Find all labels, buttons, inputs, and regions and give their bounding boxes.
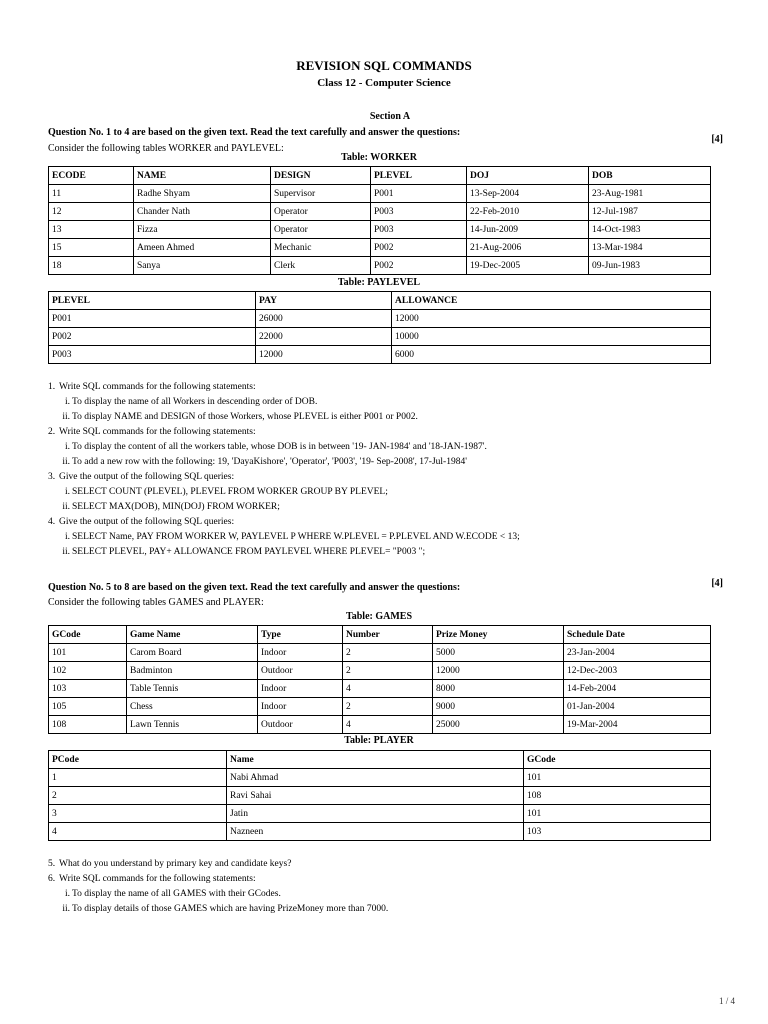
table-cell: Clerk bbox=[271, 257, 371, 275]
question-text: Write SQL commands for the following statements: bbox=[59, 427, 256, 437]
table-row bbox=[49, 823, 711, 841]
sub-question-number: i. bbox=[64, 397, 70, 407]
question-list-2 bbox=[48, 859, 529, 919]
caption-name: : WORKER bbox=[364, 152, 417, 163]
question-number: 5. bbox=[48, 859, 56, 869]
table-row bbox=[49, 680, 711, 698]
sub-question-item bbox=[62, 412, 529, 423]
sub-question-text: To display details of those GAMES which are having PrizeMoney more than 7000. bbox=[72, 904, 389, 914]
table-cell: 2 bbox=[343, 698, 433, 716]
caption-prefix: Table bbox=[341, 152, 365, 163]
sub-question-item bbox=[62, 547, 529, 558]
table-cell: Nabi Ahmad bbox=[227, 769, 524, 787]
question-item bbox=[48, 427, 529, 468]
column-header: GCode bbox=[49, 626, 127, 644]
question-item bbox=[48, 517, 529, 558]
caption-name: : PLAYER bbox=[367, 735, 414, 746]
table-cell: 101 bbox=[524, 805, 711, 823]
sub-question-item bbox=[62, 502, 529, 513]
table-cell: Indoor bbox=[258, 644, 343, 662]
table-header-row bbox=[49, 626, 711, 644]
sub-question-item bbox=[64, 889, 529, 900]
column-header: Schedule Date bbox=[564, 626, 711, 644]
table-cell: 103 bbox=[49, 680, 127, 698]
table-cell: 12000 bbox=[256, 346, 392, 364]
sub-question-text: To display NAME and DESIGN of those Workers, whose PLEVEL is either P001 or P002. bbox=[72, 412, 418, 422]
table-cell: 5000 bbox=[433, 644, 564, 662]
column-header: Name bbox=[227, 751, 524, 769]
sub-question-item bbox=[62, 457, 529, 468]
sub-question-number: ii. bbox=[62, 547, 70, 557]
marks-label-1: [4] bbox=[711, 134, 723, 145]
table-cell: Badminton bbox=[127, 662, 258, 680]
table-cell: Ameen Ahmed bbox=[134, 239, 271, 257]
table-cell: 19-Mar-2004 bbox=[564, 716, 711, 734]
table-cell: Radhe Shyam bbox=[134, 185, 271, 203]
question-number: 1. bbox=[48, 382, 56, 392]
table-cell: 4 bbox=[343, 716, 433, 734]
sub-question-text: SELECT PLEVEL, PAY+ ALLOWANCE FROM PAYLEVEL WHERE PLEVEL= "P003 "; bbox=[72, 547, 426, 557]
table-cell: 12000 bbox=[392, 310, 711, 328]
worker-table-caption bbox=[48, 152, 710, 163]
table-cell: Chander Nath bbox=[134, 203, 271, 221]
question-text: Give the output of the following SQL queries: bbox=[59, 472, 235, 482]
table-header-row bbox=[49, 751, 711, 769]
page-number: 1 / 4 bbox=[718, 996, 735, 1006]
table-cell: Chess bbox=[127, 698, 258, 716]
question-instruction-1: Question No. 1 to 4 are based on the given text. Read the text carefully and answer the questions: bbox=[48, 127, 461, 138]
table-row bbox=[49, 221, 711, 239]
sub-question-text: To add a new row with the following: 19, 'DayaKishore', 'Operator', 'P003', '19- Sep-2008', 17-Jul-1984' bbox=[72, 457, 467, 467]
table-cell: 14-Feb-2004 bbox=[564, 680, 711, 698]
caption-prefix: Table bbox=[337, 277, 362, 288]
table-cell: Nazneen bbox=[227, 823, 524, 841]
column-header: PLEVEL bbox=[371, 167, 467, 185]
table-cell: 101 bbox=[49, 644, 127, 662]
table-row bbox=[49, 698, 711, 716]
table-cell: P003 bbox=[49, 346, 256, 364]
column-header: GCode bbox=[524, 751, 711, 769]
table-cell: 4 bbox=[49, 823, 227, 841]
table-cell: Operator bbox=[271, 203, 371, 221]
column-header: DESIGN bbox=[271, 167, 371, 185]
column-header: DOJ bbox=[467, 167, 589, 185]
table-cell: 2 bbox=[343, 644, 433, 662]
sub-question-text: To display the name of all GAMES with their GCodes. bbox=[72, 889, 281, 899]
table-cell: 23-Jan-2004 bbox=[564, 644, 711, 662]
table-cell: P002 bbox=[371, 257, 467, 275]
table-row bbox=[49, 346, 711, 364]
paylevel-table bbox=[48, 291, 711, 364]
table-cell: 12-Dec-2003 bbox=[564, 662, 711, 680]
table-row bbox=[49, 310, 711, 328]
sub-question-item bbox=[64, 397, 529, 408]
table-row bbox=[49, 716, 711, 734]
table-header-row bbox=[49, 292, 711, 310]
games-table-caption bbox=[48, 611, 710, 622]
question-list-1 bbox=[48, 382, 529, 562]
table-cell: Outdoor bbox=[258, 662, 343, 680]
player-table bbox=[48, 750, 711, 841]
column-header: ALLOWANCE bbox=[392, 292, 711, 310]
question-instruction-2: Question No. 5 to 8 are based on the given text. Read the text carefully and answer the questions: bbox=[48, 582, 461, 593]
table-cell: 2 bbox=[49, 787, 227, 805]
question-text: Give the output of the following SQL queries: bbox=[59, 517, 235, 527]
table-cell: Outdoor bbox=[258, 716, 343, 734]
table-cell: Fizza bbox=[134, 221, 271, 239]
table-cell: Supervisor bbox=[271, 185, 371, 203]
table-cell: 23-Aug-1981 bbox=[589, 185, 711, 203]
player-table-caption bbox=[48, 735, 710, 746]
table-cell: Indoor bbox=[258, 680, 343, 698]
table-cell: 108 bbox=[524, 787, 711, 805]
table-row bbox=[49, 787, 711, 805]
table-cell: Mechanic bbox=[271, 239, 371, 257]
marks-label-2: [4] bbox=[711, 578, 723, 589]
question-item bbox=[48, 859, 529, 870]
table-cell: 10000 bbox=[392, 328, 711, 346]
table-cell: 09-Jun-1983 bbox=[589, 257, 711, 275]
table-cell: 4 bbox=[343, 680, 433, 698]
table-cell: 103 bbox=[524, 823, 711, 841]
sub-question-list bbox=[59, 889, 529, 915]
games-table bbox=[48, 625, 711, 734]
table-header-row bbox=[49, 167, 711, 185]
column-header: Number bbox=[343, 626, 433, 644]
table-cell: Ravi Sahai bbox=[227, 787, 524, 805]
sub-question-number: i. bbox=[64, 532, 70, 542]
table-cell: 8000 bbox=[433, 680, 564, 698]
table-row bbox=[49, 662, 711, 680]
table-cell: 22-Feb-2010 bbox=[467, 203, 589, 221]
column-header: NAME bbox=[134, 167, 271, 185]
table-cell: Indoor bbox=[258, 698, 343, 716]
table-cell: 25000 bbox=[433, 716, 564, 734]
question-item bbox=[48, 382, 529, 423]
table-cell: 6000 bbox=[392, 346, 711, 364]
column-header: PLEVEL bbox=[49, 292, 256, 310]
table-cell: 13-Mar-1984 bbox=[589, 239, 711, 257]
sub-question-list bbox=[59, 487, 529, 513]
column-header: DOB bbox=[589, 167, 711, 185]
sub-question-number: ii. bbox=[62, 502, 70, 512]
table-row bbox=[49, 644, 711, 662]
column-header: Type bbox=[258, 626, 343, 644]
question-text: Write SQL commands for the following statements: bbox=[59, 874, 256, 884]
table-cell: Operator bbox=[271, 221, 371, 239]
table-row bbox=[49, 769, 711, 787]
table-cell: 19-Dec-2005 bbox=[467, 257, 589, 275]
column-header: PAY bbox=[256, 292, 392, 310]
table-cell: 13-Sep-2004 bbox=[467, 185, 589, 203]
table-cell: P002 bbox=[371, 239, 467, 257]
question-number: 2. bbox=[48, 427, 56, 437]
page-subtitle: Class 12 - Computer Science bbox=[317, 77, 451, 89]
caption-name: : PAYLEVEL bbox=[361, 277, 421, 288]
table-cell: Sanya bbox=[134, 257, 271, 275]
sub-question-number: ii. bbox=[62, 904, 70, 914]
caption-name: : GAMES bbox=[369, 611, 413, 622]
table-cell: 9000 bbox=[433, 698, 564, 716]
table-cell: 101 bbox=[524, 769, 711, 787]
sub-question-item bbox=[62, 904, 529, 915]
table-row bbox=[49, 203, 711, 221]
sub-question-number: i. bbox=[64, 487, 70, 497]
section-heading: Section A bbox=[369, 111, 411, 122]
sub-question-text: SELECT MAX(DOB), MIN(DOJ) FROM WORKER; bbox=[72, 502, 280, 512]
question-item bbox=[48, 472, 529, 513]
table-row bbox=[49, 805, 711, 823]
table-cell: Table Tennis bbox=[127, 680, 258, 698]
question-number: 4. bbox=[48, 517, 56, 527]
sub-question-item bbox=[64, 532, 529, 543]
tables-intro-1: Consider the following tables WORKER and PAYLEVEL: bbox=[48, 143, 284, 154]
paylevel-table-caption bbox=[48, 277, 710, 288]
table-cell: 2 bbox=[343, 662, 433, 680]
table-cell: P001 bbox=[371, 185, 467, 203]
table-row bbox=[49, 239, 711, 257]
sub-question-text: To display the name of all Workers in descending order of DOB. bbox=[72, 397, 318, 407]
tables-intro-2: Consider the following tables GAMES and PLAYER: bbox=[48, 597, 264, 608]
table-cell: 12000 bbox=[433, 662, 564, 680]
table-cell: 15 bbox=[49, 239, 134, 257]
table-cell: Carom Board bbox=[127, 644, 258, 662]
table-cell: 13 bbox=[49, 221, 134, 239]
sub-question-number: ii. bbox=[62, 412, 70, 422]
question-text: What do you understand by primary key and candidate keys? bbox=[59, 859, 292, 869]
table-cell: 01-Jan-2004 bbox=[564, 698, 711, 716]
table-cell: 3 bbox=[49, 805, 227, 823]
table-cell: 22000 bbox=[256, 328, 392, 346]
sub-question-text: SELECT COUNT (PLEVEL), PLEVEL FROM WORKER GROUP BY PLEVEL; bbox=[72, 487, 388, 497]
sub-question-text: To display the content of all the workers table, whose DOB is in between '19- JAN-1984' and '18-JAN-1987'. bbox=[72, 442, 487, 452]
table-cell: P001 bbox=[49, 310, 256, 328]
table-cell: Jatin bbox=[227, 805, 524, 823]
question-item bbox=[48, 874, 529, 915]
table-cell: 1 bbox=[49, 769, 227, 787]
table-cell: P003 bbox=[371, 203, 467, 221]
sub-question-number: i. bbox=[64, 889, 70, 899]
table-row bbox=[49, 185, 711, 203]
table-cell: 21-Aug-2006 bbox=[467, 239, 589, 257]
column-header: ECODE bbox=[49, 167, 134, 185]
sub-question-list bbox=[59, 397, 529, 423]
question-number: 6. bbox=[48, 874, 56, 884]
column-header: Prize Money bbox=[433, 626, 564, 644]
table-row bbox=[49, 328, 711, 346]
table-cell: P003 bbox=[371, 221, 467, 239]
sub-question-text: SELECT Name, PAY FROM WORKER W, PAYLEVEL P WHERE W.PLEVEL = P.PLEVEL AND W.ECODE < 13; bbox=[72, 532, 520, 542]
table-cell: P002 bbox=[49, 328, 256, 346]
table-cell: 18 bbox=[49, 257, 134, 275]
worker-table bbox=[48, 166, 711, 275]
sub-question-item bbox=[64, 487, 529, 498]
table-cell: 11 bbox=[49, 185, 134, 203]
sub-question-number: i. bbox=[64, 442, 70, 452]
caption-prefix: Table bbox=[344, 735, 368, 746]
table-cell: 102 bbox=[49, 662, 127, 680]
table-cell: 14-Oct-1983 bbox=[589, 221, 711, 239]
sub-question-item bbox=[64, 442, 529, 453]
table-row bbox=[49, 257, 711, 275]
table-cell: 12 bbox=[49, 203, 134, 221]
sub-question-list bbox=[59, 442, 529, 468]
sub-question-list bbox=[59, 532, 529, 558]
sub-question-number: ii. bbox=[62, 457, 70, 467]
question-number: 3. bbox=[48, 472, 56, 482]
question-text: Write SQL commands for the following statements: bbox=[59, 382, 256, 392]
table-cell: 108 bbox=[49, 716, 127, 734]
table-cell: Lawn Tennis bbox=[127, 716, 258, 734]
table-cell: 14-Jun-2009 bbox=[467, 221, 589, 239]
table-cell: 105 bbox=[49, 698, 127, 716]
column-header: PCode bbox=[49, 751, 227, 769]
page-title: REVISION SQL COMMANDS bbox=[296, 58, 472, 73]
caption-prefix: Table bbox=[345, 611, 370, 622]
table-cell: 26000 bbox=[256, 310, 392, 328]
column-header: Game Name bbox=[127, 626, 258, 644]
table-cell: 12-Jul-1987 bbox=[589, 203, 711, 221]
